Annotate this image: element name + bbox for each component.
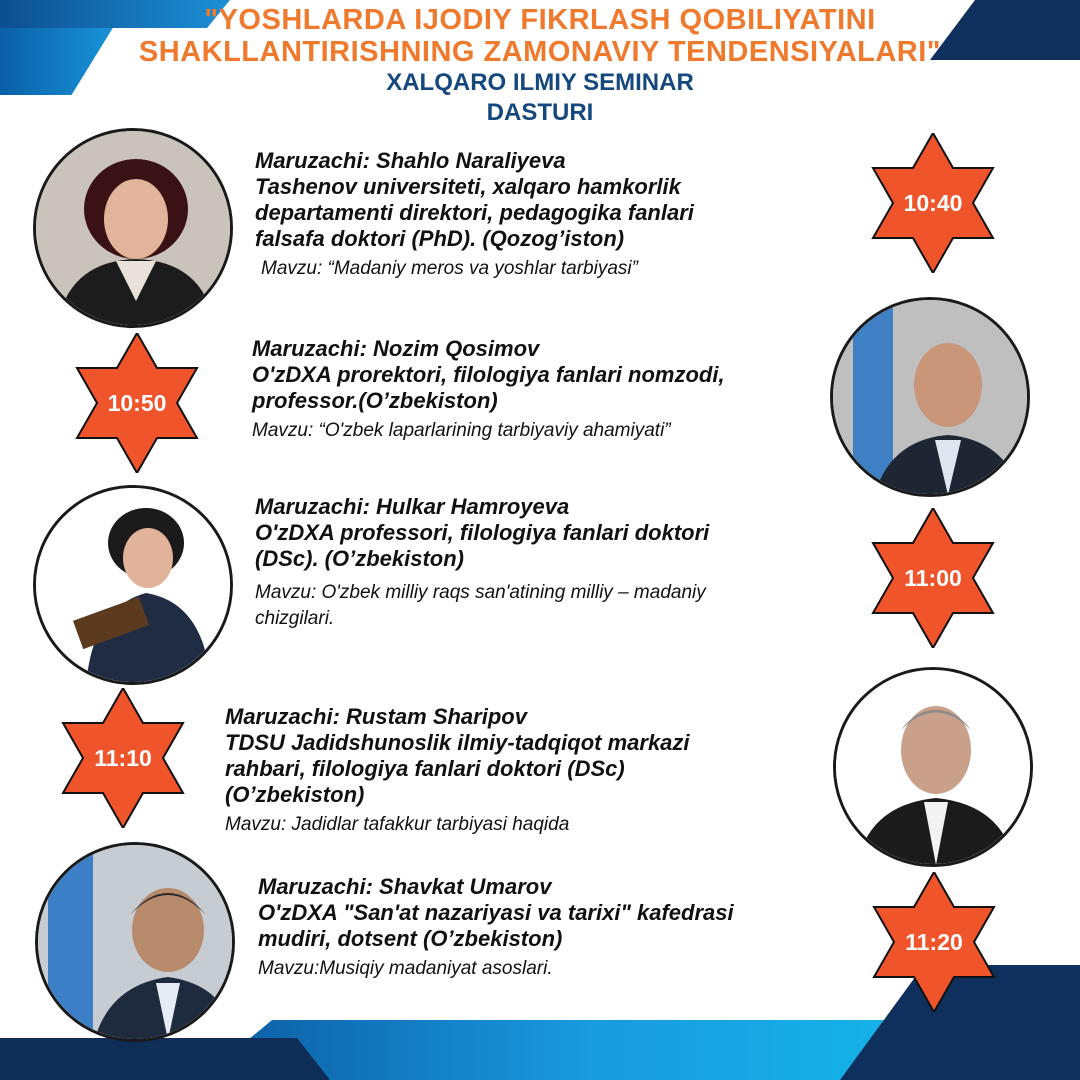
speaker-3-line-2: O'zDXA professori, filologiya fanlari doktori [255, 520, 710, 545]
time-badge-5-label: 11:20 [905, 928, 963, 955]
speaker-1-line-3: departamenti direktori, pedagogika fanlari [255, 200, 694, 225]
time-badge-4-label: 11:10 [94, 744, 152, 771]
person-portrait-icon [38, 845, 235, 1042]
speaker-3-line-1: Maruzachi: Hulkar Hamroyeva [255, 494, 570, 519]
speaker-2-line-3: professor.(O’zbekiston) [252, 388, 498, 413]
program-header [0, 4, 1080, 128]
speaker-3-photo [33, 485, 233, 685]
speaker-2-topic: Mavzu: “O'zbek laparlarining tarbiyaviy ahamiyati” [252, 420, 671, 441]
speaker-1-line-2: Tashenov universiteti, xalqaro hamkorlik [255, 174, 681, 199]
person-portrait-icon [833, 300, 1030, 497]
speaker-5-line-3: mudiri, dotsent (O’zbekiston) [258, 926, 563, 951]
time-badge-2 [67, 333, 207, 473]
time-badge-5 [864, 872, 1004, 1012]
time-badge-1 [863, 133, 1003, 273]
speaker-3-topic-2: chizgilari. [255, 608, 335, 629]
speaker-2-line-2: O'zDXA prorektori, filologiya fanlari nomzodi, [252, 362, 725, 387]
time-badge-4 [53, 688, 193, 828]
speaker-1-photo [33, 128, 233, 328]
speaker-4-photo [833, 667, 1033, 867]
speaker-2-photo [830, 297, 1030, 497]
speaker-3-info [255, 494, 709, 632]
time-badge-1-label: 10:40 [903, 189, 963, 216]
person-portrait-icon [36, 488, 233, 685]
title-line-2: SHAKLLANTIRISHNING ZAMONAVIY TENDENSIYALARI" [138, 36, 942, 68]
speaker-1-topic: Mavzu: “Madaniy meros va yoshlar tarbiyasi” [261, 258, 638, 279]
speaker-4-line-1: Maruzachi: Rustam Sharipov [225, 704, 527, 729]
title-line-1: "YOSHLARDA IJODIY FIKRLASH QOBILIYATINI [204, 4, 876, 36]
speaker-5-info [258, 874, 734, 982]
person-portrait-icon [36, 131, 233, 328]
time-badge-3 [863, 508, 1003, 648]
speaker-4-info [225, 704, 690, 838]
speaker-5-topic: Mavzu:Musiqiy madaniyat asoslari. [258, 958, 553, 979]
speaker-4-line-4: (O’zbekiston) [225, 782, 365, 807]
person-portrait-icon [836, 670, 1033, 867]
speaker-3-line-3: (DSc). (O’zbekiston) [255, 546, 465, 571]
speaker-4-line-2: TDSU Jadidshunoslik ilmiy-tadqiqot markazi [225, 730, 690, 755]
speaker-1-info [255, 148, 694, 282]
speaker-4-topic: Mavzu: Jadidlar tafakkur tarbiyasi haqida [225, 814, 570, 835]
speaker-1-line-1: Maruzachi: Shahlo Naraliyeva [255, 148, 566, 173]
speaker-5-line-2: O'zDXA "San'at nazariyasi va tarixi" kafedrasi [258, 900, 734, 925]
decor-stripe-bottom-left [0, 1038, 330, 1080]
speaker-2-info [252, 336, 725, 444]
speaker-5-line-1: Maruzachi: Shavkat Umarov [258, 874, 552, 899]
speaker-3-topic-1: Mavzu: O'zbek milliy raqs san'atining milliy – madaniy [255, 582, 706, 603]
subtitle-line-2: DASTURI [486, 99, 594, 126]
speaker-2-line-1: Maruzachi: Nozim Qosimov [252, 336, 540, 361]
speaker-5-photo [35, 842, 235, 1042]
time-badge-2-label: 10:50 [107, 389, 167, 416]
time-badge-3-label: 11:00 [904, 564, 962, 591]
speaker-1-line-4: falsafa doktori (PhD). (Qozog’iston) [255, 226, 625, 251]
speaker-4-line-3: rahbari, filologiya fanlari doktori (DSc) [225, 756, 625, 781]
subtitle-line-1: XALQARO ILMIY SEMINAR [386, 69, 694, 96]
